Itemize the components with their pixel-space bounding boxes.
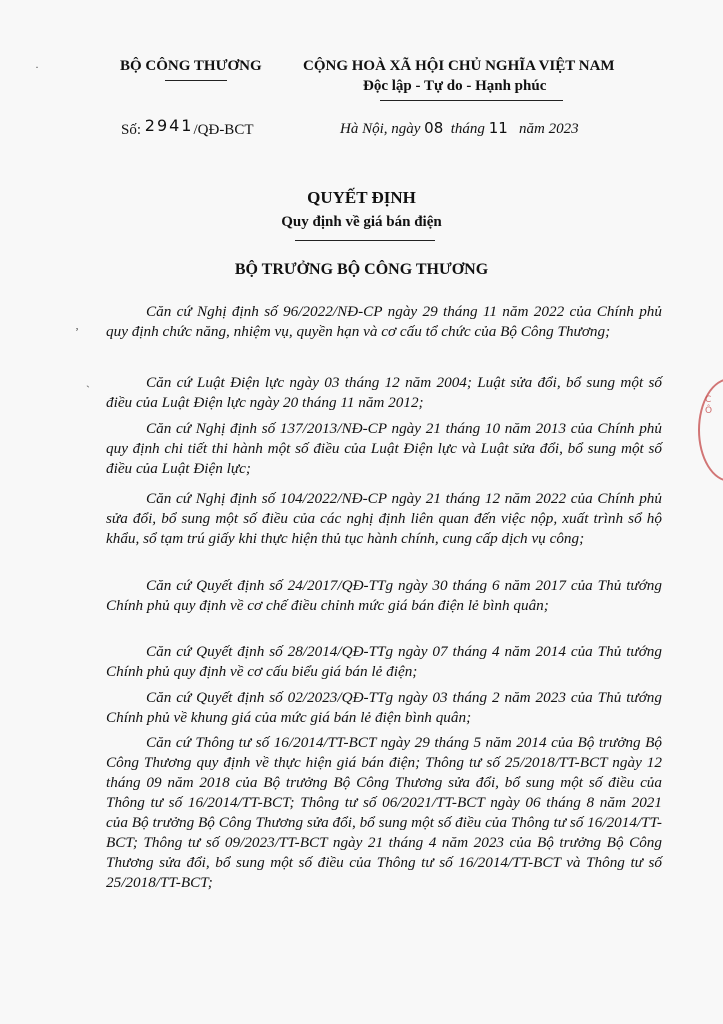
motto-underline: [380, 100, 563, 101]
place-date-text-2: tháng: [450, 121, 485, 137]
legal-basis-paragraph: Căn cứ Nghị định số 137/2013/NĐ-CP ngày 21 tháng 10 năm 2013 của Chính phủ quy định chi tiết thi hành một số điều của Luật Điện lực và Luật sửa đổi, bổ sung một số điều của Luật Điện lực;: [106, 420, 662, 477]
seal-lettering: C Ô: [705, 395, 713, 416]
issuing-authority: BỘ TRƯỞNG BỘ CÔNG THƯƠNG: [234, 261, 489, 278]
scan-speck: ·: [35, 60, 39, 74]
legal-basis-paragraph: Căn cứ Nghị định số 96/2022/NĐ-CP ngày 29 tháng 11 năm 2022 của Chính phủ quy định chức năng, nhiệm vụ, quyền hạn và cơ cấu tổ chức của Bộ Công Thương;: [106, 303, 662, 340]
legal-basis-paragraph: Căn cứ Quyết định số 02/2023/QĐ-TTg ngày 03 tháng 2 năm 2023 của Thủ tướng Chính phủ về khung giá của mức giá bán lẻ điện bình quân;: [106, 689, 662, 726]
place-date-text-3: năm 2023: [519, 121, 579, 137]
document-number: [121, 116, 254, 139]
legal-basis-paragraph: Căn cứ Nghị định số 104/2022/NĐ-CP ngày 21 tháng 12 năm 2022 của Chính phủ sửa đổi, bổ sung một số điều của các nghị định liên quan đến việc nộp, xuất trình sổ hộ khẩu, sổ tạm trú giấy khi thực hiện thủ tục hành chính, cung cấp dịch vụ công;: [106, 490, 662, 547]
agency-underline: [165, 80, 227, 81]
issuing-agency: BỘ CÔNG THƯƠNG: [120, 58, 262, 74]
legal-basis-paragraph: Căn cứ Luật Điện lực ngày 03 tháng 12 năm 2004; Luật sửa đổi, bổ sung một số điều của Luật Điện lực ngày 20 tháng 11 năm 2012;: [106, 374, 662, 411]
handwritten-day: 08: [424, 119, 444, 137]
scan-speck: ʼ: [75, 325, 79, 339]
red-seal-stamp: [698, 378, 723, 482]
document-subtitle: Quy định về giá bán điện: [281, 214, 442, 230]
doc-number-handwritten: 2941: [144, 116, 194, 135]
doc-number-suffix: /QĐ-BCT: [193, 122, 254, 138]
handwritten-month: 11: [488, 119, 508, 137]
legal-basis-paragraph: Căn cứ Quyết định số 24/2017/QĐ-TTg ngày 30 tháng 6 năm 2017 của Thủ tướng Chính phủ quy định về cơ chế điều chỉnh mức giá bán điện lẻ bình quân;: [106, 577, 662, 614]
legal-basis-paragraph: Căn cứ Thông tư số 16/2014/TT-BCT ngày 29 tháng 5 năm 2014 của Bộ trưởng Bộ Công Thương quy định về thực hiện giá bán điện; Thông tư số 25/2018/TT-BCT ngày 12 tháng 09 năm 2018 của Bộ trưởng Bộ Công Thương sửa đổi, bổ sung một số điều của Thông tư số 16/2014/TT-BCT; Thông tư số 06/2021/TT-BCT ngày 06 tháng 8 năm 2021 của Bộ trưởng Bộ Công Thương sửa đổi, bổ sung một số điều của Thông tư số 16/2014/TT-BCT; Thông tư số 09/2023/TT-BCT ngày 21 tháng 4 năm 2023 của Bộ trưởng Bộ Công Thương sửa đổi, bổ sung một số điều của Thông tư số 16/2014/TT-BCT và Thông tư số 25/2018/TT-BCT;: [106, 734, 662, 891]
place-and-date: [340, 119, 579, 138]
national-motto: Độc lập - Tự do - Hạnh phúc: [363, 78, 547, 94]
national-title: CỘNG HOÀ XÃ HỘI CHỦ NGHĨA VIỆT NAM: [303, 58, 615, 74]
doc-number-prefix: Số:: [121, 122, 142, 138]
place-date-text-1: Hà Nội, ngày: [340, 121, 421, 137]
scan-speck: ˋ: [86, 383, 90, 397]
legal-basis-paragraph: Căn cứ Quyết định số 28/2014/QĐ-TTg ngày 07 tháng 4 năm 2014 của Thủ tướng Chính phủ quy định về cơ cấu biểu giá bán lẻ điện;: [106, 643, 662, 680]
subtitle-underline: [295, 240, 435, 241]
document-title: QUYẾT ĐỊNH: [307, 188, 416, 207]
